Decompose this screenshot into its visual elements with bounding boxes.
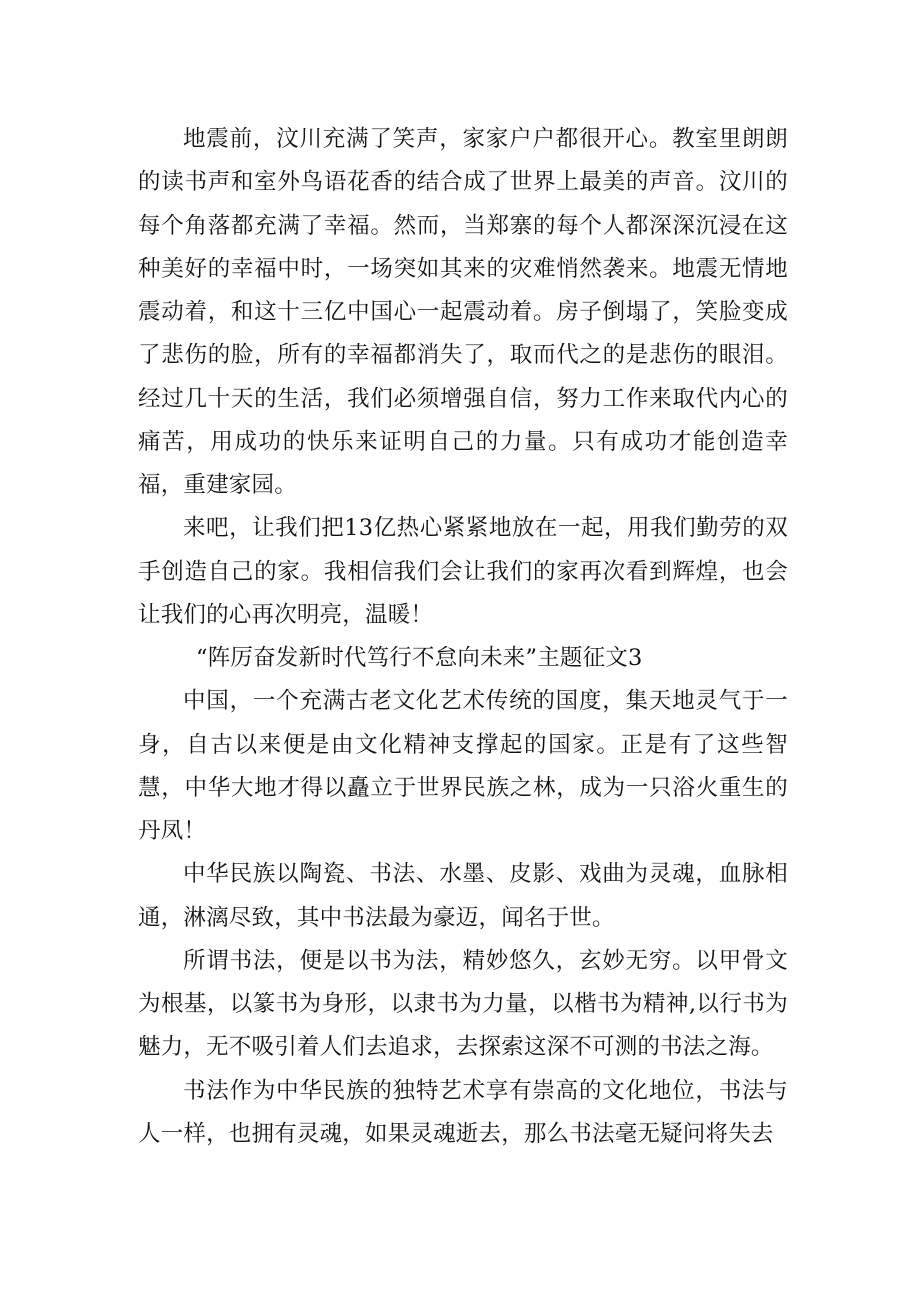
paragraph-rebuild-home: 来吧，让我们把13亿热心紧紧地放在一起，用我们勤劳的双手创造自己的家。我相信我们会让我们的家再次看到辉煌，也会让我们的心再次明亮，温暖！	[138, 515, 788, 628]
paragraph-earthquake-before: 地震前，汶川充满了笑声，家家户户都很开心。教室里朗朗的读书声和室外鸟语花香的结合成了世界上最美的声音。汶川的每个角落都充满了幸福。然而，当郑寨的每个人都深深沉浸在这种美好的幸福中时，一场突如其来的灾难悄然袭来。地震无情地震动着，和这十三亿中国心一起震动着。房子倒塌了，笑脸变成了悲伤的脸，所有的幸福都消失了，取而代之的是悲伤的眼泪。经过几十天的生活，我们必须增强自信，努力工作来取代内心的痛苦，用成功的快乐来证明自己的力量。只有成功才能创造幸福，重建家园。	[138, 126, 788, 498]
document-body	[138, 118, 788, 1156]
paragraph-calligraphy-soul: 书法作为中华民族的独特艺术享有崇高的文化地位，书法与人一样，也拥有灵魂，如果灵魂逝去，那么书法毫无疑问将失去	[138, 1077, 788, 1147]
paragraph-calligraphy-definition: 所谓书法，便是以书为法，精妙悠久，玄妙无穷。以甲骨文为根基，以篆书为身形，以隶书为力量，以楷书为精神,以行书为魅力，无不吸引着人们去追求，去探索这深不可测的书法之海。	[138, 947, 788, 1061]
paragraph-china-culture: 中国，一个充满古老文化艺术传统的国度，集天地灵气于一身，自古以来便是由文化精神支撑起的国家。正是有了这些智慧，中华大地才得以矗立于世界民族之林，成为一只浴火重生的丹凤！	[138, 688, 788, 844]
essay-heading: “阵厉奋发新时代笃行不怠向未来”主题征文3	[196, 645, 643, 671]
paragraph-national-arts: 中华民族以陶瓷、书法、水墨、皮影、戏曲为灵魂，血脉相通，淋漓尽致，其中书法最为豪迈，闻名于世。	[138, 861, 788, 931]
